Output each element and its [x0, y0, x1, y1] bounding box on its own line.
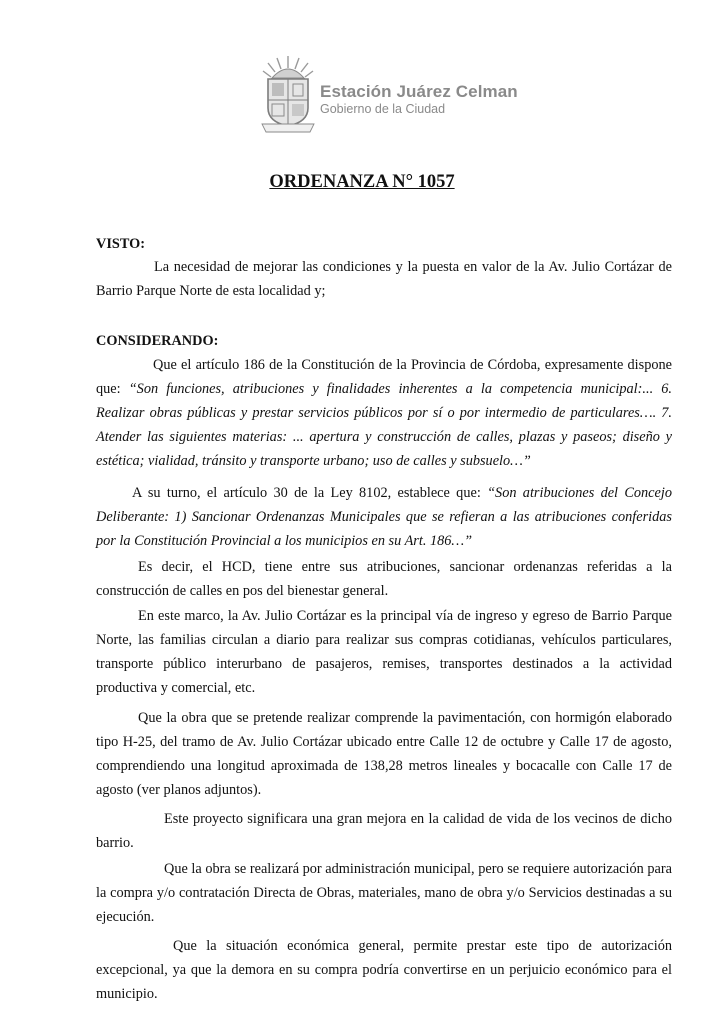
letterhead — [260, 52, 520, 134]
paragraph-2-intro: A su turno, el artículo 30 de la Ley 8102, establece que: — [132, 485, 488, 501]
considerando-paragraph-5: Que la obra que se pretende realizar comprende la pavimentación, con hormigón elaborado tipo H-25, del tramo de Av. Julio Cortázar ubicado entre Calle 12 de octubre y Calle 17 de agosto, comprendiendo una longitud aproximada de 138,28 metros lineales y bocacalle con Calle 17 de agosto (ver planos adjuntos). — [96, 710, 672, 798]
considerando-heading: CONSIDERANDO: — [96, 333, 219, 349]
considerando-paragraph-7: Que la obra se realizará por administración municipal, pero se requiere autorización para la compra y/o contratación Directa de Obras, materiales, mano de obra y/o Servicios destinadas a su ejecución. — [96, 861, 672, 925]
brand-subtitle: Gobierno de la Ciudad — [320, 102, 446, 116]
visto-heading: VISTO: — [96, 236, 145, 252]
considerando-paragraph-4: En este marco, la Av. Julio Cortázar es la principal vía de ingreso y egreso de Barrio Parque Norte, las familias circulan a diario para realizar sus compras cotidianas, vehículos particulares, transporte público interurbano de pasajeros, remises, transportes destinados a la actividad productiva y comercial, etc. — [96, 608, 672, 696]
considerando-paragraph-1 — [96, 353, 672, 473]
brand-name: Estación Juárez Celman — [320, 82, 518, 101]
municipal-crest-logo — [260, 52, 316, 134]
visto-paragraph: La necesidad de mejorar las condiciones y la puesta en valor de la Av. Julio Cortázar de Barrio Parque Norte de esta localidad y; — [96, 259, 672, 299]
paragraph-2-quote: “Son atribuciones del Concejo Deliberante: 1) Sancionar Ordenanzas Municipales que se refieran a las atribuciones conferidas por la Constitución Provincial a los municipios en su Art. 186…” — [96, 485, 672, 549]
considerando-paragraph-2 — [96, 481, 672, 553]
document-title: ORDENANZA N° 1057 — [269, 172, 455, 192]
paragraph-1-quote: “Son funciones, atribuciones y finalidades inherentes a la competencia municipal:... 6. Realizar obras públicas y prestar servicios públicos por sí o por intermedio de particulares…. 7. Atender las siguientes materias: ... apertura y construcción de calles, plazas y paseos; diseño y estética; vialidad, tránsito y transporte urbano; uso de calles y subsuelo…” — [96, 381, 672, 469]
considerando-paragraph-3: Es decir, el HCD, tiene entre sus atribuciones, sancionar ordenanzas referidas a la construcción de calles en pos del bienestar general. — [96, 559, 672, 599]
considerando-paragraph-6: Este proyecto significara una gran mejora en la calidad de vida de los vecinos de dicho barrio. — [96, 811, 672, 851]
considerando-paragraph-8: Que la situación económica general, permite prestar este tipo de autorización excepcional, ya que la demora en su compra podría convertirse en un perjuicio económico para el municipio. — [96, 938, 672, 1002]
paragraph-1-intro: Que el artículo 186 de la Constitución de la Provincia de Córdoba, expresamente dispone que: — [96, 357, 672, 397]
